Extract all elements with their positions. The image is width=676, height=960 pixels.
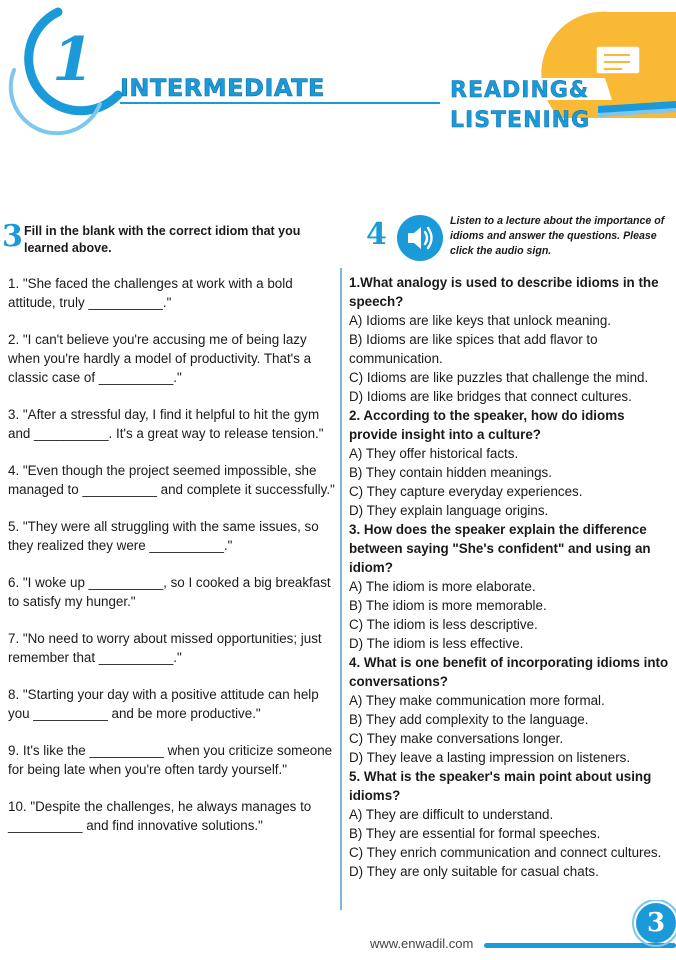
page-number: 3 (646, 908, 666, 938)
answer-option: A) Idioms are like keys that unlock meaning. (349, 313, 611, 328)
answer-option: D) They are only suitable for casual chats. (349, 864, 599, 879)
answer-option: C) The idiom is less descriptive. (349, 617, 538, 632)
answer-option: B) The idiom is more memorable. (349, 598, 547, 613)
answer-option: B) They add complexity to the language. (349, 712, 589, 727)
exercise3-instruction: Fill in the blank with the correct idiom that you learned above. (24, 224, 301, 255)
answer-option: A) They are difficult to understand. (349, 807, 554, 822)
exercise4-list (349, 273, 674, 881)
answer-option: A) They offer historical facts. (349, 446, 519, 461)
exercise3-item: 2. "I can't believe you're accusing me of being lazy when you're hardly a model of productivity. That's a classic case of __________." (8, 332, 312, 385)
audio-speaker-icon[interactable] (396, 214, 444, 262)
exercise4-number: 4 (366, 217, 387, 252)
note-icon (596, 46, 640, 74)
question-block (349, 767, 674, 881)
level-number: 1 (52, 25, 94, 95)
answer-option: B) Idioms are like spices that add flavor to communication. (349, 332, 598, 366)
exercise3-item: 9. It's like the __________ when you criticize someone for being late when you're often tardy yourself." (8, 743, 333, 777)
answer-option: D) Idioms are like bridges that connect cultures. (349, 389, 632, 404)
exercise3-item: 3. "After a stressful day, I find it helpful to hit the gym and __________. It's a great way to release tension." (8, 407, 324, 441)
exercise3-item: 4. "Even though the project seemed impossible, she managed to __________ and complete it successfully." (8, 463, 335, 497)
header-underline (120, 102, 440, 104)
column-divider (340, 268, 342, 910)
footer-website-link[interactable]: www.enwadil.com (370, 936, 474, 951)
question-text: 3. How does the speaker explain the difference between saying "She's confident" and using an idiom? (349, 522, 651, 575)
question-text: 4. What is one benefit of incorporating idioms into conversations? (349, 655, 669, 689)
question-block (349, 273, 674, 406)
question-block (349, 406, 674, 520)
footer-decoration (0, 900, 676, 960)
answer-option: B) They are essential for formal speeches. (349, 826, 601, 841)
question-text: 5. What is the speaker's main point about using idioms? (349, 769, 652, 803)
answer-option: D) They explain language origins. (349, 503, 549, 518)
answer-option: B) They contain hidden meanings. (349, 465, 552, 480)
question-block (349, 520, 674, 653)
answer-option: D) The idiom is less effective. (349, 636, 524, 651)
exercise3-item: 7. "No need to worry about missed opportunities; just remember that __________." (8, 631, 322, 665)
answer-option: D) They leave a lasting impression on listeners. (349, 750, 631, 765)
answer-option: C) They capture everyday experiences. (349, 484, 583, 499)
exercise3-item: 6. "I woke up __________, so I cooked a big breakfast to satisfy my hunger." (8, 575, 331, 609)
answer-option: A) The idiom is more elaborate. (349, 579, 536, 594)
exercise3-item: 10. "Despite the challenges, he always manages to __________ and find innovative solutions." (8, 799, 312, 833)
level-title: INTERMEDIATE (120, 74, 325, 102)
exercise3-number: 3 (2, 219, 23, 254)
question-text: 1.What analogy is used to describe idioms in the speech? (349, 275, 659, 309)
exercise3-item: 5. "They were all struggling with the same issues, so they realized they were __________." (8, 519, 319, 553)
exercise3-list (8, 274, 338, 853)
question-block (349, 653, 674, 767)
answer-option: C) Idioms are like puzzles that challenge the mind. (349, 370, 649, 385)
answer-option: A) They make communication more formal. (349, 693, 605, 708)
exercise3-item: 8. "Starting your day with a positive attitude can help you __________ and be more productive." (8, 687, 319, 721)
answer-option: C) They make conversations longer. (349, 731, 564, 746)
exercise3-item: 1. "She faced the challenges at work with a bold attitude, truly __________." (8, 276, 293, 310)
question-text: 2. According to the speaker, how do idioms provide insight into a culture? (349, 408, 625, 442)
exercise4-instruction: Listen to a lecture about the importance of idioms and answer the questions. Please click the audio sign. (450, 215, 665, 257)
section-title-line1: READING& (450, 78, 590, 103)
answer-option: C) They enrich communication and connect cultures. (349, 845, 662, 860)
section-title-line2: LISTENING (450, 108, 591, 133)
